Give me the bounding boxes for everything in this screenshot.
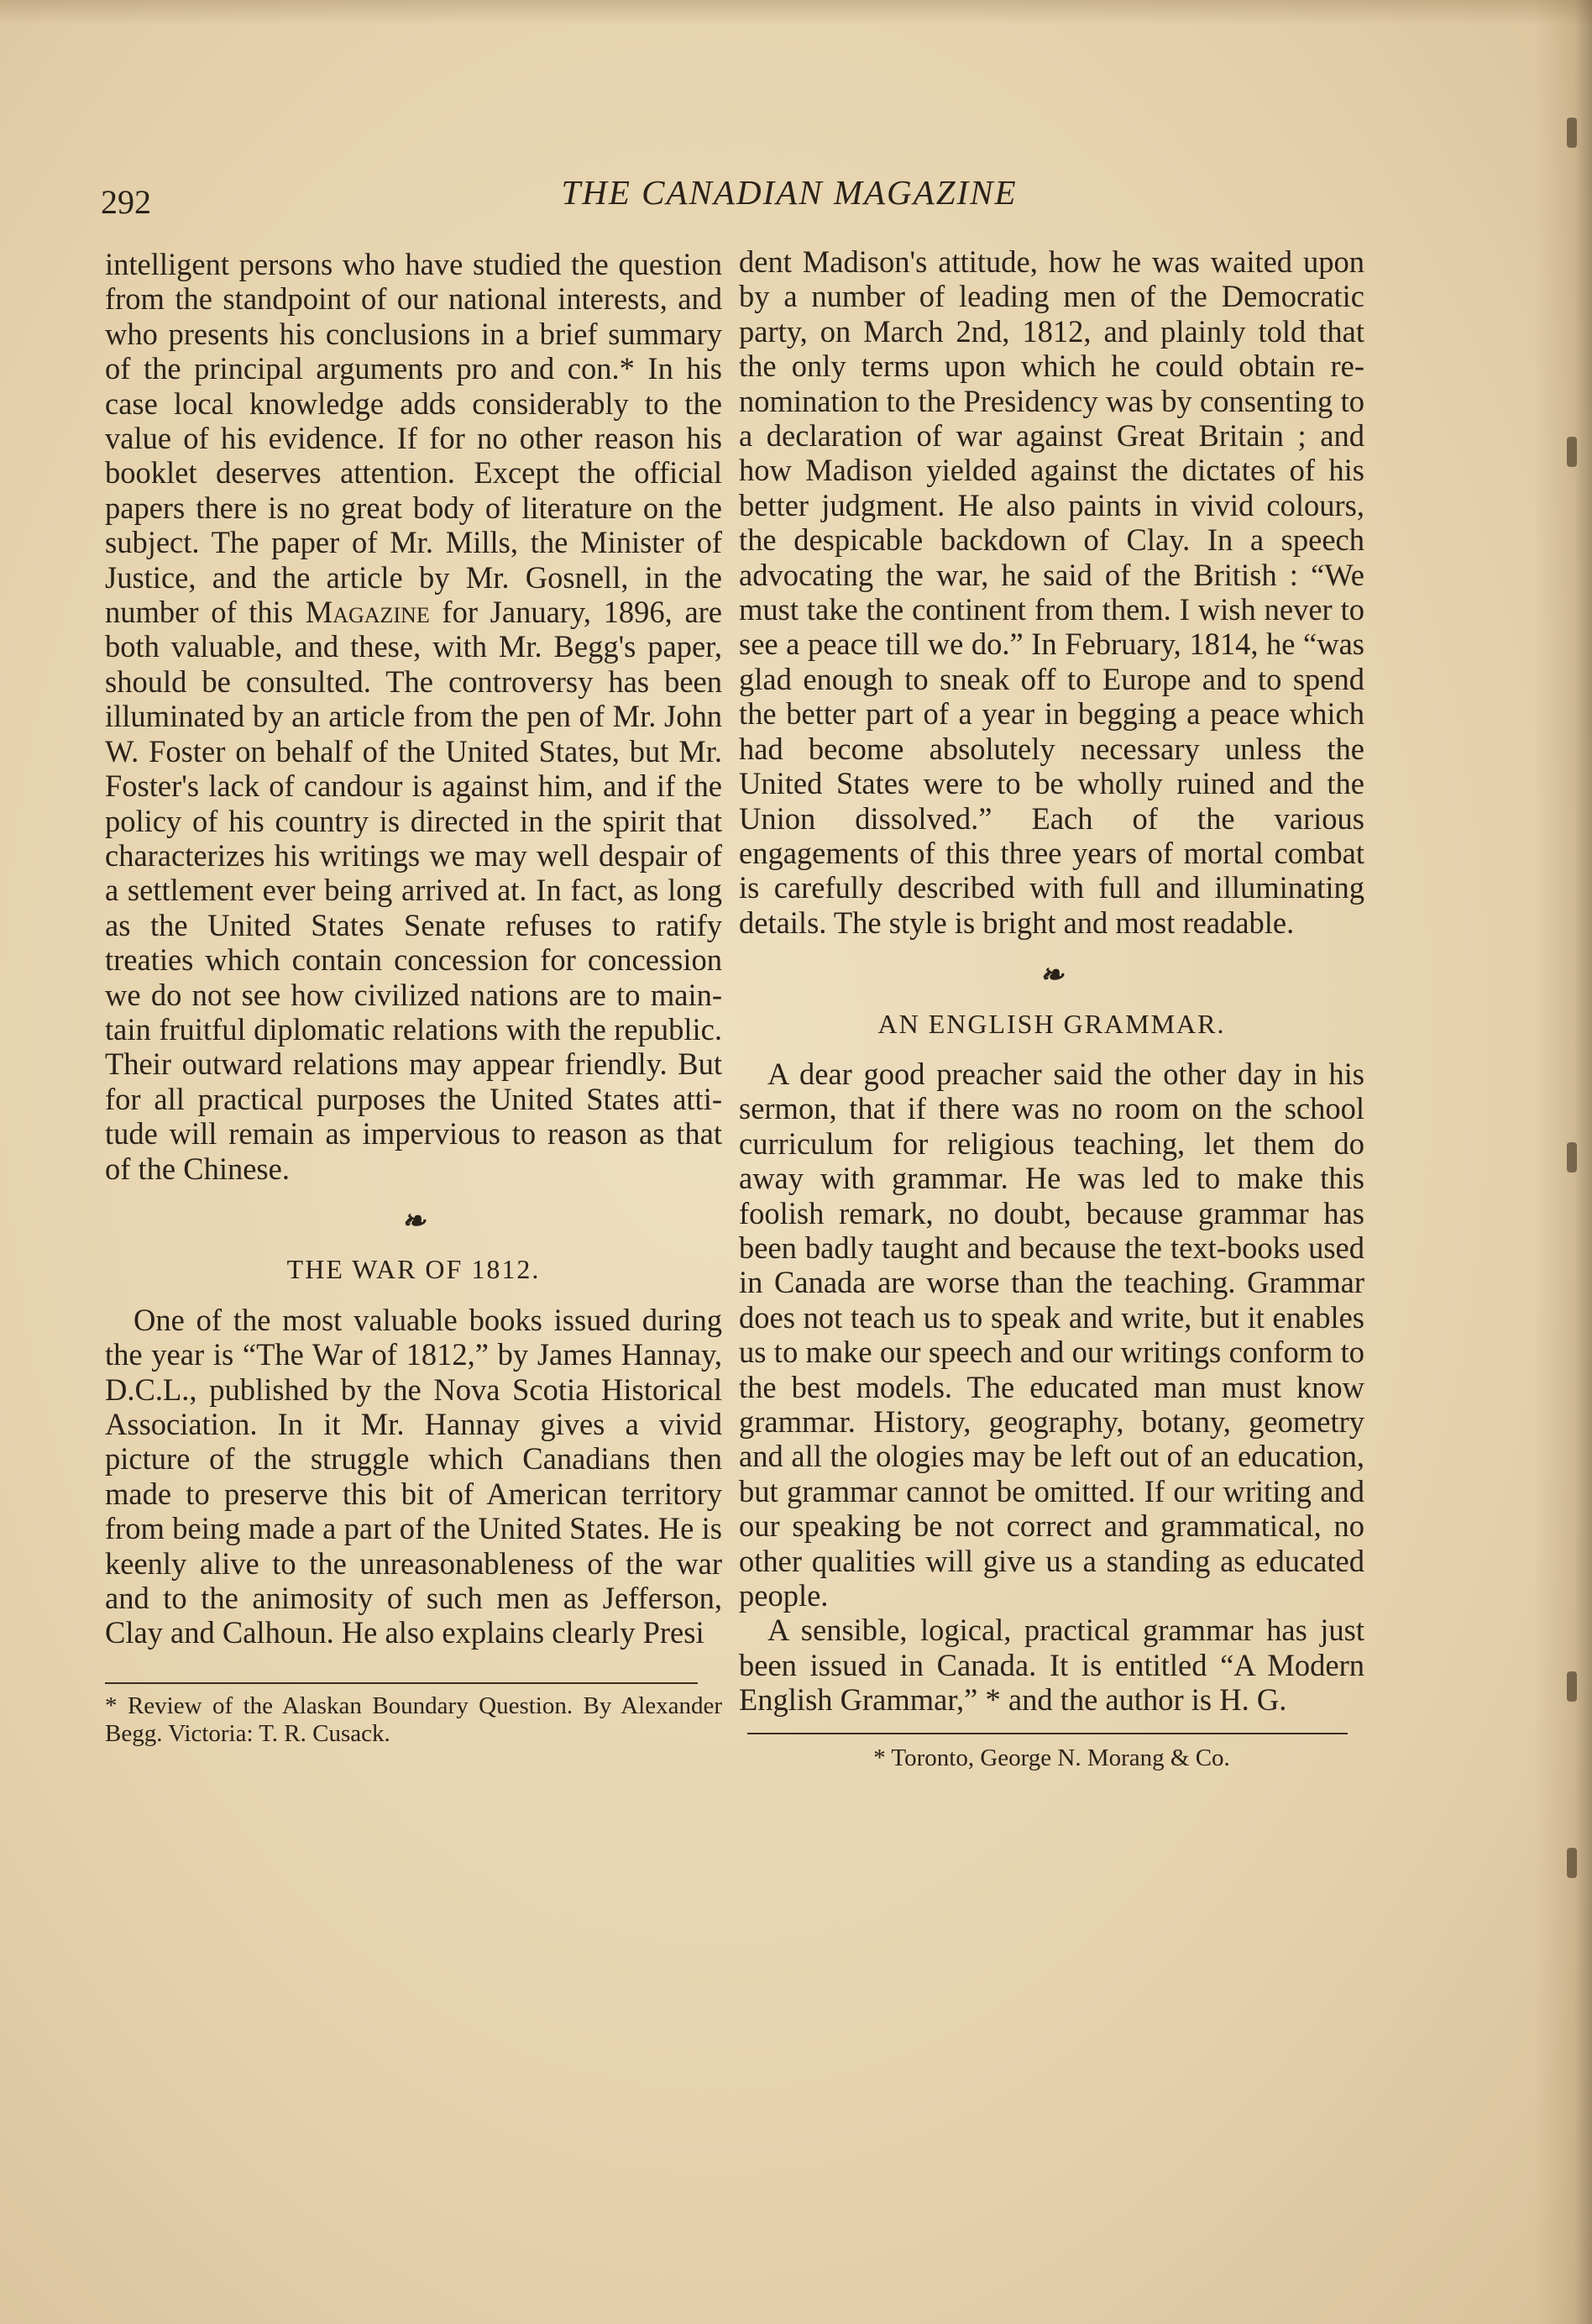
page-number: 292 xyxy=(101,183,151,221)
edge-mark xyxy=(1567,118,1577,148)
section-heading-english-grammar: AN ENGLISH GRAMMAR. xyxy=(877,1008,1226,1039)
right-paragraph-1: dent Madison's attitude, how he was waited upon by a number of leading men of the Democratic party, on March 2nd, 1812, and plainly told that the only terms upon which he could obtain re-nomination to the Presidency was by consenting to a declaration of war against Great Britain ; and how Madison yielded against the dictates of his better judgment. He also paints in vivid colours, the despicable backdown of Clay. In a speech advocating the war, he said of the British : “We must take the continent from them. I wish never to see a peace till we do.” In February, 1814, he “was glad enough to sneak off to Europe and to spend the better part of a year in begging a peace which had become absolutely necessary unless the United States were to be wholly ruined and the Union dissolved.” Each of the various engagements of this three years of mortal combat is carefully described with full and illuminating details. The style is bright and most readable. xyxy=(739,244,1364,940)
edge-mark xyxy=(1567,1142,1577,1172)
left-paragraph-1-continued: for January, 1896, are both valuable, and these, with Mr. Begg's paper, should be consulted. The controversy has been illuminated by an article from the pen of Mr. John W. Foster on behalf of the United States, but Mr. Foster's lack of candour is against him, and if the policy of his country is directed in the spirit that characterizes his writings we may well despair of a settlement ever being arrived at. In fact, as long as the United States Senate refuses to ratify treaties which contain concession for concession we do not see how civilized nations are to maintain fruitful diplomatic relations with the republic. Their outward relations may appear friendly. But for all practical purposes the United States attitude will remain as impervious to reason as that of the Chinese. xyxy=(105,595,723,1186)
footnote-rule xyxy=(105,1682,698,1684)
edge-mark xyxy=(1567,1671,1577,1702)
section-ornament: ❧ xyxy=(1040,960,1064,992)
right-paragraph-3: A sensible, logical, practical grammar has just been issued in Canada. It is entitled “A Modern English Grammar,” * and the author is H. G. xyxy=(739,1613,1364,1718)
magazine-word: Magazine xyxy=(305,595,430,630)
right-paragraph-2: A dear good preacher said the other day in his sermon, that if there was no room on the school curriculum for religious teaching, let them do away with grammar. He was led to make this foolish remark, no doubt, because grammar has been badly taught and because the text-books used in Canada are worse than the teaching. Grammar does not teach us to speak and write, but it enables us to make our speech and our writings conform to the best models. The educated man must know grammar. History, geography, botany, geometry and all the ologies may be left out of an education, but grammar cannot be omitted. If our writing and our speaking be not correct and grammatical, no other qualities will give us a standing as educated people. xyxy=(739,1056,1364,1613)
footnote-left: * Review of the Alaskan Boundary Question. By Alexander Begg. Victoria: T. R. Cusack. xyxy=(105,1692,722,1747)
left-paragraph-1-text: intelligent persons who have studied the question from the standpoint of our national interests, and who presents his conclusions in a brief summary of the principal arguments pro and con.* In his case local knowledge adds considerably to the value of his evidence. If for no other reason his booklet deserves attention. Except the official papers there is no great body of literature on the subject. The paper of Mr. Mills, the Minister of Justice, and the article by Mr. Gosnell, in the number of this xyxy=(105,247,722,630)
footnote-right: * Toronto, George N. Morang & Co. xyxy=(873,1744,1230,1771)
left-column xyxy=(105,247,722,1748)
section-heading-war-of-1812: THE WAR OF 1812. xyxy=(286,1254,541,1285)
footnote-rule xyxy=(747,1733,1348,1734)
running-head: THE CANADIAN MAGAZINE xyxy=(561,173,1018,212)
left-paragraph-1 xyxy=(105,247,722,1186)
page-header xyxy=(101,172,1478,223)
edge-mark xyxy=(1567,1848,1577,1878)
section-ornament: ❧ xyxy=(401,1205,426,1237)
right-column xyxy=(739,244,1364,1772)
edge-mark xyxy=(1567,437,1577,467)
page-top-shadow xyxy=(0,0,1592,25)
page-right-shadow xyxy=(1533,0,1592,2324)
left-paragraph-2: One of the most valuable books issued during the year is “The War of 1812,” by James Hannay, D.C.L., published by the Nova Scotia Historical Association. In it Mr. Hannay gives a vivid picture of the struggle which Canadians then made to preserve this bit of American territory from being made a part of the United States. He is keenly alive to the unreasonableness of the war and to the animosity of such men as Jefferson, Clay and Calhoun. He also explains clearly Presi xyxy=(105,1302,722,1650)
